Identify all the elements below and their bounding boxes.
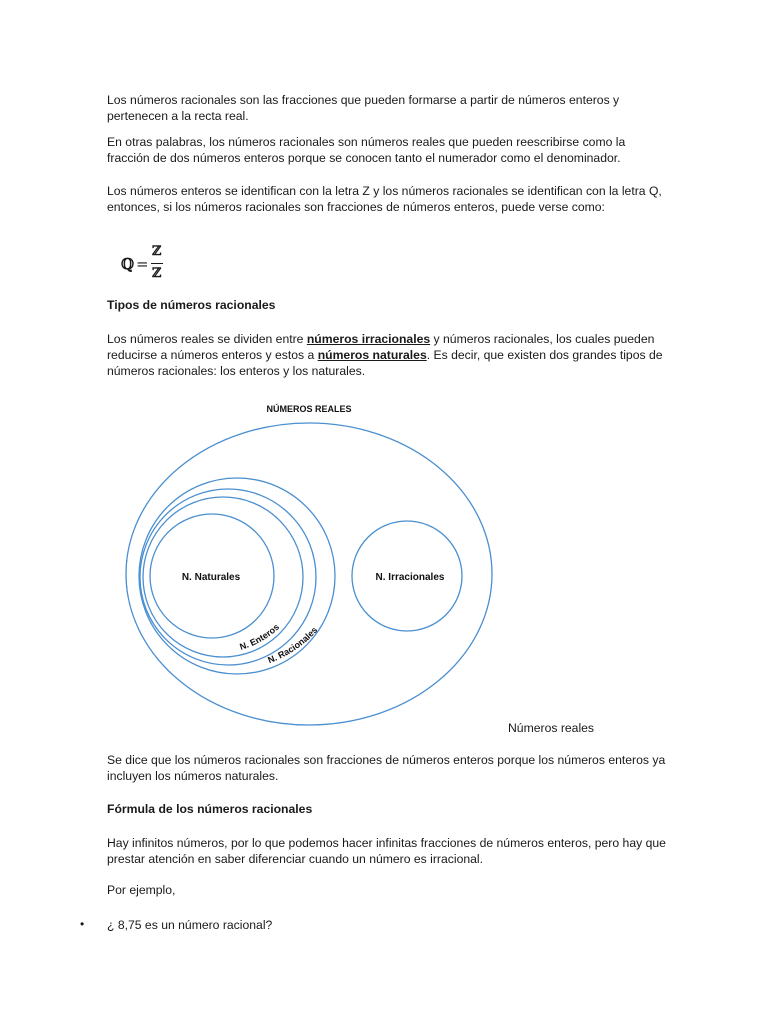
label-naturales: N. Naturales bbox=[181, 572, 241, 583]
label-enteros-path: N. Enteros bbox=[238, 621, 282, 652]
naturals-note-paragraph: Se dice que los números racionales son fracciones de números enteros porque los números enteros ya incluyen los números naturales. bbox=[107, 753, 666, 783]
real-numbers-venn-diagram bbox=[0, 390, 768, 740]
fraction-bar bbox=[151, 263, 163, 264]
example-question: ¿ 8,75 es un número racional? bbox=[107, 918, 273, 932]
rational-formula bbox=[118, 244, 178, 284]
bullet-marker: • bbox=[80, 917, 85, 931]
diagram-title: NÚMEROS REALES bbox=[266, 404, 352, 414]
types-text-c: . Es decir, que existen dos grandes tipos de números racionales: los enteros y los naturales. bbox=[107, 348, 663, 378]
types-text-b: y números racionales, los cuales pueden reducirse a números enteros y estos a bbox=[107, 332, 655, 362]
label-irracionales: N. Irracionales bbox=[375, 572, 445, 583]
section-heading-formula: Fórmula de los números racionales bbox=[107, 802, 313, 816]
diagram-caption: Números reales bbox=[508, 721, 595, 735]
formula-numerator: ℤ bbox=[152, 244, 162, 259]
formula-q-symbol: ℚ bbox=[121, 255, 135, 273]
link-natural-numbers[interactable]: números naturales bbox=[317, 348, 427, 362]
example-intro: Por ejemplo, bbox=[107, 883, 176, 897]
formula-equals: = bbox=[136, 255, 149, 273]
definition-paragraph: En otras palabras, los números racionales son números reales que pueden reescribirse como la fracción de dos números enteros porque se conocen tanto el numerador como el denominador. bbox=[107, 135, 626, 165]
section-heading-types: Tipos de números racionales bbox=[107, 298, 276, 312]
formula-paragraph: Hay infinitos números, por lo que podemos hacer infinitas fracciones de números enteros, pero hay que prestar atención en saber diferenciar cuando un número es irracional. bbox=[107, 836, 666, 866]
intro-paragraph: Los números racionales son las fracciones que pueden formarse a partir de números enteros y pertenecen a la recta real. bbox=[107, 93, 620, 123]
notation-paragraph: Los números enteros se identifican con la letra Z y los números racionales se identifican con la letra Q, entonces, si los números racionales son fracciones de números enteros, puede verse como: bbox=[107, 184, 662, 214]
types-paragraph bbox=[107, 331, 667, 379]
link-irrational-numbers[interactable]: números irracionales bbox=[306, 332, 431, 346]
types-text-a: Los números reales se dividen entre bbox=[107, 332, 307, 346]
formula-denominator: ℤ bbox=[152, 266, 162, 281]
label-racionales-path: N. Racionales bbox=[266, 624, 320, 666]
